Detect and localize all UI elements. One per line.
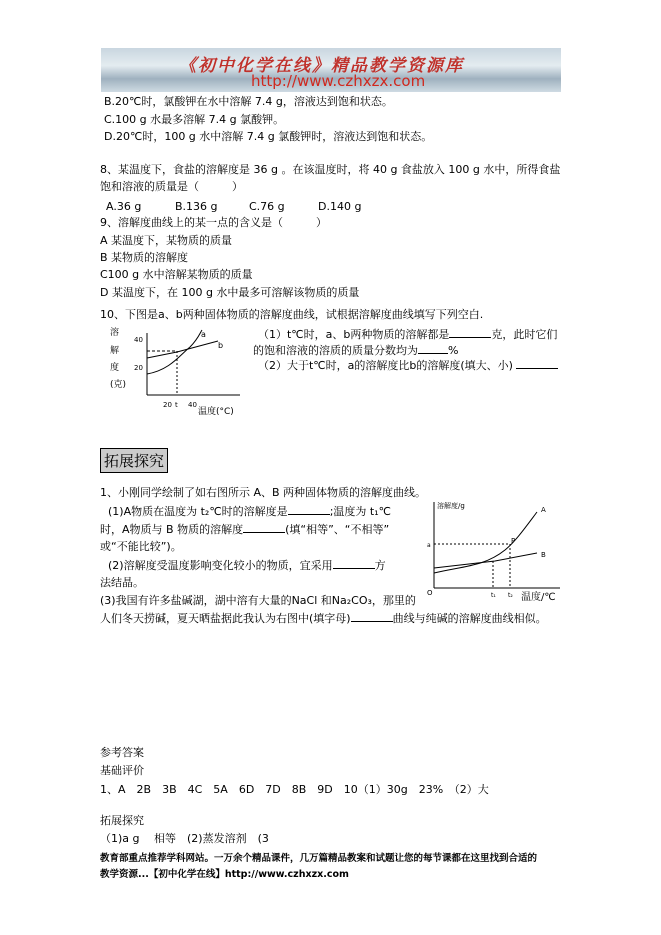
y-label: 溶解度/g [437,502,465,510]
ext-solubility-chart [425,500,565,602]
answer-blank[interactable] [288,504,330,515]
answers-ext-title: 拓展探究 [100,814,144,827]
ext-q1-part2-end: 法结晶。 [100,576,144,589]
q7-option-d: D.20℃时，100 g 水中溶解 7.4 g 氯酸钾时，溶液达到饱和状态。 [104,130,433,143]
text: (1)A物质在温度为 t₂℃时的溶解度是 [108,505,288,518]
y-mark: a [427,542,431,549]
q8-option: B.136 g [175,200,218,213]
site-banner [101,48,561,92]
q10-part2 [258,358,558,373]
q10-part1-cont [253,343,458,358]
curve-b [147,341,218,358]
q8-option: C.76 g [249,200,285,213]
q9-option: B 某物质的溶解度 [100,251,189,264]
banner-title: 《初中化学在线》精品教学资源库 [179,56,464,76]
text: 方 [374,559,386,572]
answer-blank[interactable] [449,327,491,338]
q8-option: D.140 g [318,200,362,213]
x-tick: t [175,401,178,409]
y-label: (克) [110,380,127,390]
q8-stem: 8、某温度下，食盐的溶解度是 36 g 。在该温度时，将 40 g 食盐放入 100 g 水中，所得食盐 [100,163,561,176]
q10-solubility-chart [110,325,250,417]
text: 的饱和溶液的溶质的质量分数均为 [253,344,418,357]
ext-q1-stem: 1、小刚同学绘制了如右图所示 A、B 两种固体物质的溶解度曲线。 [100,486,427,499]
q10-stem: 10、下图是a、b两种固体物质的溶解度曲线，试根据溶解度曲线填写下列空白. [100,308,484,321]
banner-url[interactable]: http://www.czhxzx.com [251,72,426,90]
answer-blank[interactable] [418,343,448,354]
series-label-B: B [541,551,546,559]
x-label: 温度(°C) [198,407,234,417]
footer-line-2[interactable]: 教学资源...【初中化学在线】http://www.czhxzx.com [100,869,349,880]
answer-blank[interactable] [333,558,375,569]
q9-option: A 某温度下，某物质的质量 [100,234,233,247]
y-tick: 40 [134,336,143,344]
text: 时，A物质与 B 物质的溶解度 [100,523,244,536]
y-label: 解 [110,346,120,356]
ext-q1-part3-cont [100,611,547,626]
curve-A [434,512,537,573]
y-label: 溶 [110,328,120,338]
text: (2)溶解度受温度影响变化较小的物质，宜采用 [108,559,333,572]
footer-line-1: 教育部重点推荐学科网站。一万余个精品课件，几万篇精品教案和试题让您的每节课都在这里找到合适的 [100,853,538,864]
text: 曲线与纯碱的溶解度曲线相似。 [392,612,547,625]
answers-title: 参考答案 [100,746,144,759]
ext-q1-part1-end: 或“不能比较”)。 [100,540,182,553]
answers-ext: （1)a g 相等 (2)蒸发溶剂 (3 [100,832,269,845]
answers-basic: 1、A 2B 3B 4C 5A 6D 7D 8B 9D 10（1）30g 23% （2）大 [100,783,489,796]
q9-stem: 9、溶解度曲线上的某一点的含义是（ ） [100,216,327,229]
q7-option-c: C.100 g 水最多溶解 7.4 g 氯酸钾。 [104,113,285,126]
series-label-A: A [541,506,546,514]
x-tick: 20 [163,401,172,409]
text: 人们冬天捞碱，夏天晒盐据此我认为右图中(填字母) [100,612,351,625]
q10-part1 [258,327,557,342]
text: （1）t℃时，a、b两种物质的溶解都是 [258,328,450,341]
curve-B [434,553,537,568]
answer-blank[interactable] [351,611,393,622]
y-label: 度 [110,363,120,373]
ext-q1-part1 [108,504,391,519]
ext-q1-part2 [108,558,386,573]
ext-q1-part1-cont [100,522,389,537]
x-tick: 40 [188,401,197,409]
q9-option: C100 g 水中溶解某物质的质量 [100,268,253,281]
text: % [448,344,459,357]
answer-blank[interactable] [516,358,558,369]
x-label: 温度/℃ [521,592,556,602]
q8-option: A.36 g [106,200,142,213]
answer-blank[interactable] [243,522,285,533]
text: ;温度为 t₁℃ [329,505,391,518]
ext-q1-part3: (3)我国有许多盐碱湖，湖中溶有大量的NaCl 和Na₂CO₃，那里的 [100,594,416,607]
x-tick: t₁ [491,592,496,599]
q9-option: D 某温度下，在 100 g 水中最多可溶解该物质的质量 [100,286,360,299]
answers-basic-title: 基础评价 [100,764,144,777]
series-label-a: a [201,330,206,339]
point-label: P [511,537,516,545]
section-title-extension: 拓展探究 [100,448,168,473]
origin-label: O [427,589,433,597]
q7-option-b: B.20℃时，氯酸钾在水中溶解 7.4 g，溶液达到饱和状态。 [104,95,393,108]
text: (填“相等”、“不相等” [285,523,390,536]
text: 克，此时它们 [491,328,558,341]
x-tick: t₂ [508,592,513,599]
text: （2）大于t℃时，a的溶解度比b的溶解度(填大、小) [258,359,513,372]
y-tick: 20 [134,364,143,372]
q8-stem-2: 饱和溶液的质量是（ ） [100,180,243,193]
series-label-b: b [218,341,224,350]
